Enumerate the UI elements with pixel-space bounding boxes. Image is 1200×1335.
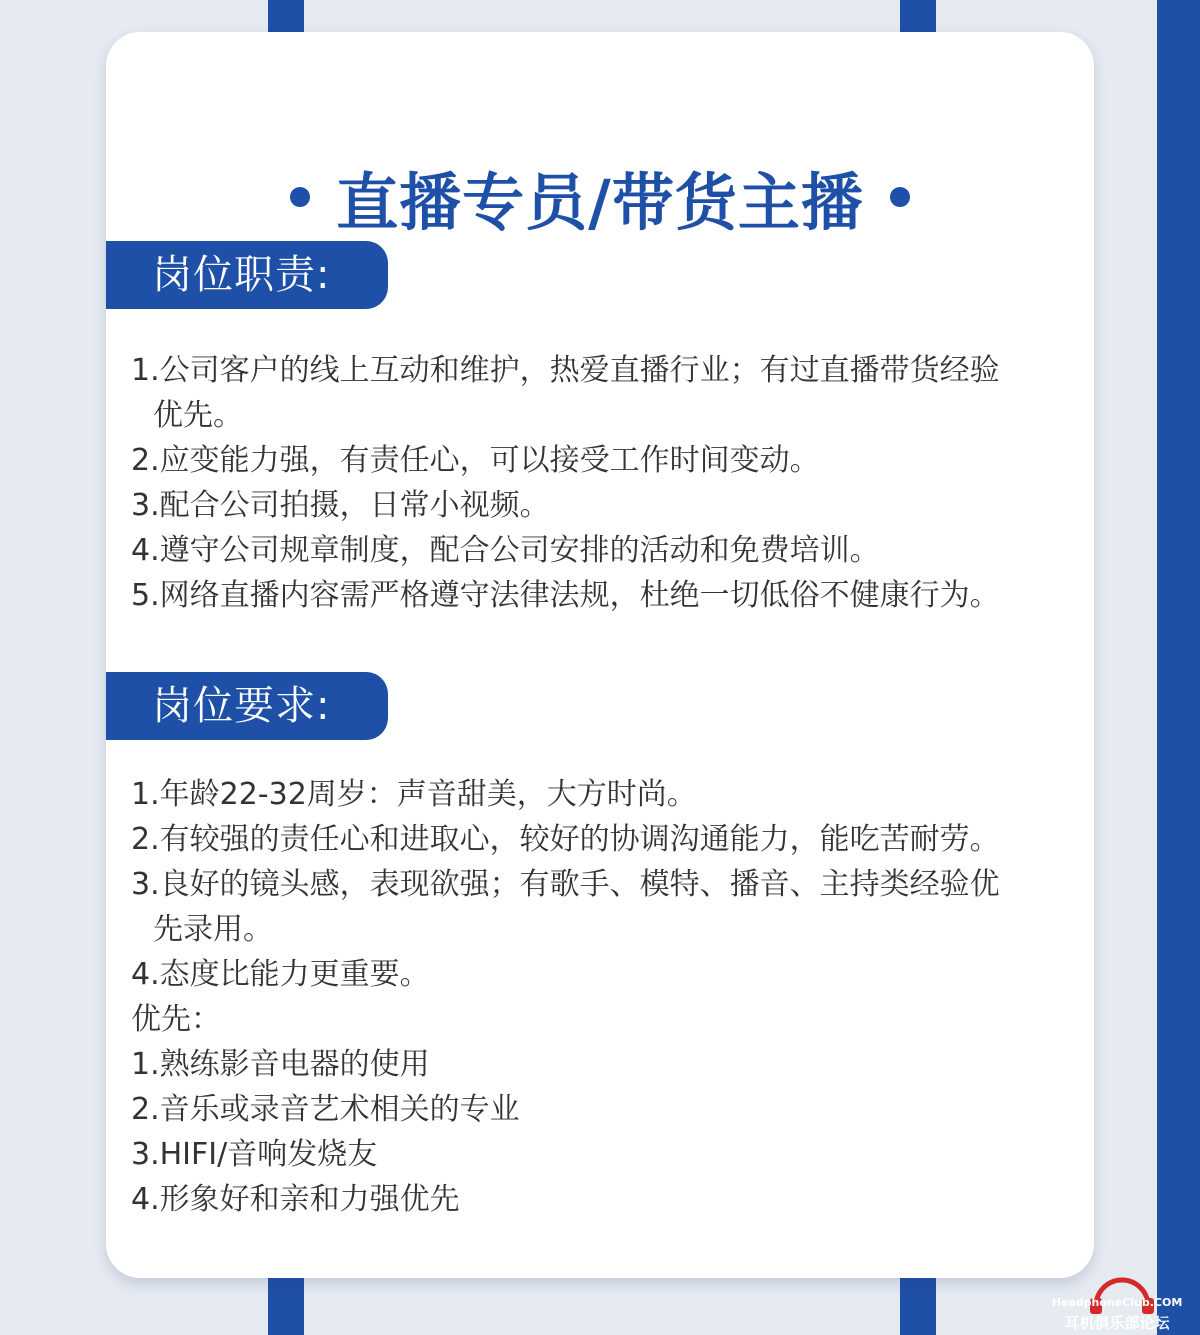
page-title: 直播专员/带货主播 (336, 165, 864, 239)
watermark-brand: HeadphoneClub.COM (1051, 1296, 1183, 1309)
watermark-cn: 耳机俱乐部论坛 (1064, 1314, 1170, 1332)
watermark-logo (1042, 1266, 1192, 1332)
requirement-line: 4.态度比能力更重要。 (131, 957, 430, 992)
priority-line: 2.音乐或录音艺术相关的专业 (131, 1092, 520, 1127)
requirement-line: 2.有较强的责任心和进取心，较好的协调沟通能力，能吃苦耐劳。 (131, 822, 1000, 857)
duty-line: 4.遵守公司规章制度，配合公司安排的活动和免费培训。 (131, 533, 880, 568)
duty-line: 5.网络直播内容需严格遵守法律法规，杜绝一切低俗不健康行为。 (131, 578, 1000, 613)
duty-line: 2.应变能力强，有责任心，可以接受工作时间变动。 (131, 443, 820, 478)
duty-list (131, 348, 1061, 618)
duty-line: 3.配合公司拍摄，日常小视频。 (131, 488, 550, 523)
duty-line: 优先。 (153, 398, 243, 433)
title-row (106, 152, 1094, 242)
requirement-line: 3.良好的镜头感，表现欲强；有歌手、模特、播音、主持类经验优 (131, 867, 1000, 902)
priority-line: 1.熟练影音电器的使用 (131, 1047, 430, 1082)
top-left-stripe (268, 0, 304, 32)
bottom-left-stripe (268, 1278, 304, 1335)
priority-line: 3.HIFI/音响发烧友 (131, 1137, 378, 1172)
bullet-dot-icon (890, 187, 910, 207)
requirements-heading: 岗位要求: (106, 672, 388, 740)
priority-label: 优先： (131, 1002, 221, 1037)
requirements-list (131, 772, 1061, 1222)
top-right-stripe (900, 0, 936, 32)
duty-line: 1.公司客户的线上互动和维护，热爱直播行业；有过直播带货经验 (131, 353, 1000, 388)
requirement-line: 先录用。 (153, 912, 273, 947)
duty-heading: 岗位职责: (106, 241, 388, 309)
priority-line: 4.形象好和亲和力强优先 (131, 1182, 460, 1217)
job-card (106, 32, 1094, 1278)
bottom-right-stripe (900, 1278, 936, 1335)
requirement-line: 1.年龄22-32周岁：声音甜美，大方时尚。 (131, 777, 697, 812)
bullet-dot-icon (290, 187, 310, 207)
right-stripe (1157, 0, 1200, 1335)
